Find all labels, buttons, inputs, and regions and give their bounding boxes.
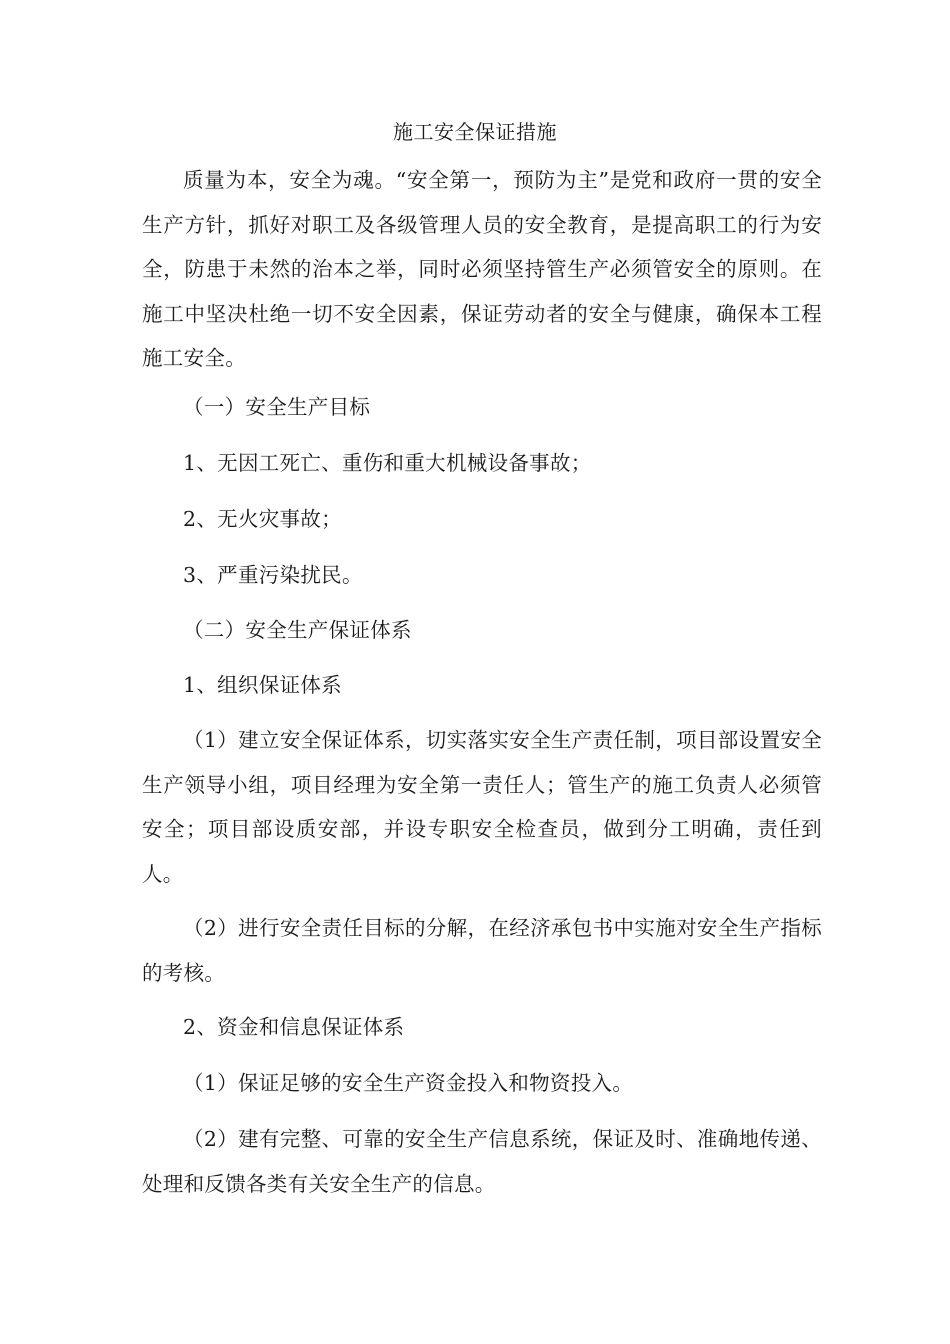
goal-item-3: 3、严重污染扰民。 — [183, 563, 363, 587]
goal-item-2: 2、无火灾事故； — [183, 507, 342, 531]
section-heading-safety-system: （二）安全生产保证体系 — [183, 618, 412, 642]
org-system-item-2: （2）进行安全责任目标的分解，在经济承包书中实施对安全生产指标的考核。 — [142, 916, 822, 985]
org-system-item-1: （1）建立安全保证体系，切实落实安全生产责任制，项目部设置安全生产领导小组，项目经理为安全第一责任人；管生产的施工负责人必须管安全；项目部设质安部，并设专职安全检查员，做到分工明确，责任到人。 — [142, 728, 822, 886]
intro-paragraph: 质量为本，安全为魂。“安全第一，预防为主”是党和政府一贯的安全生产方针，抓好对职工及各级管理人员的安全教育，是提高职工的行为安全，防患于未然的治本之举，同时必须坚持管生产必须管安全的原则。在施工中坚决杜绝一切不安全因素，保证劳动者的安全与健康，确保本工程施工安全。 — [142, 168, 822, 370]
goal-item-1: 1、无因工死亡、重伤和重大机械设备事故； — [183, 451, 592, 475]
fund-info-item-1: （1）保证足够的安全生产资金投入和物资投入。 — [183, 1071, 634, 1095]
document-title: 施工安全保证措施 — [393, 120, 557, 144]
fund-info-item-2: （2）建有完整、可靠的安全生产信息系统，保证及时、准确地传递、处理和反馈各类有关安全生产的信息。 — [142, 1127, 822, 1196]
subsection-fund-info-system: 2、资金和信息保证体系 — [183, 1015, 405, 1039]
subsection-org-system: 1、组织保证体系 — [183, 673, 342, 697]
section-heading-safety-goals: （一）安全生产目标 — [183, 395, 371, 419]
